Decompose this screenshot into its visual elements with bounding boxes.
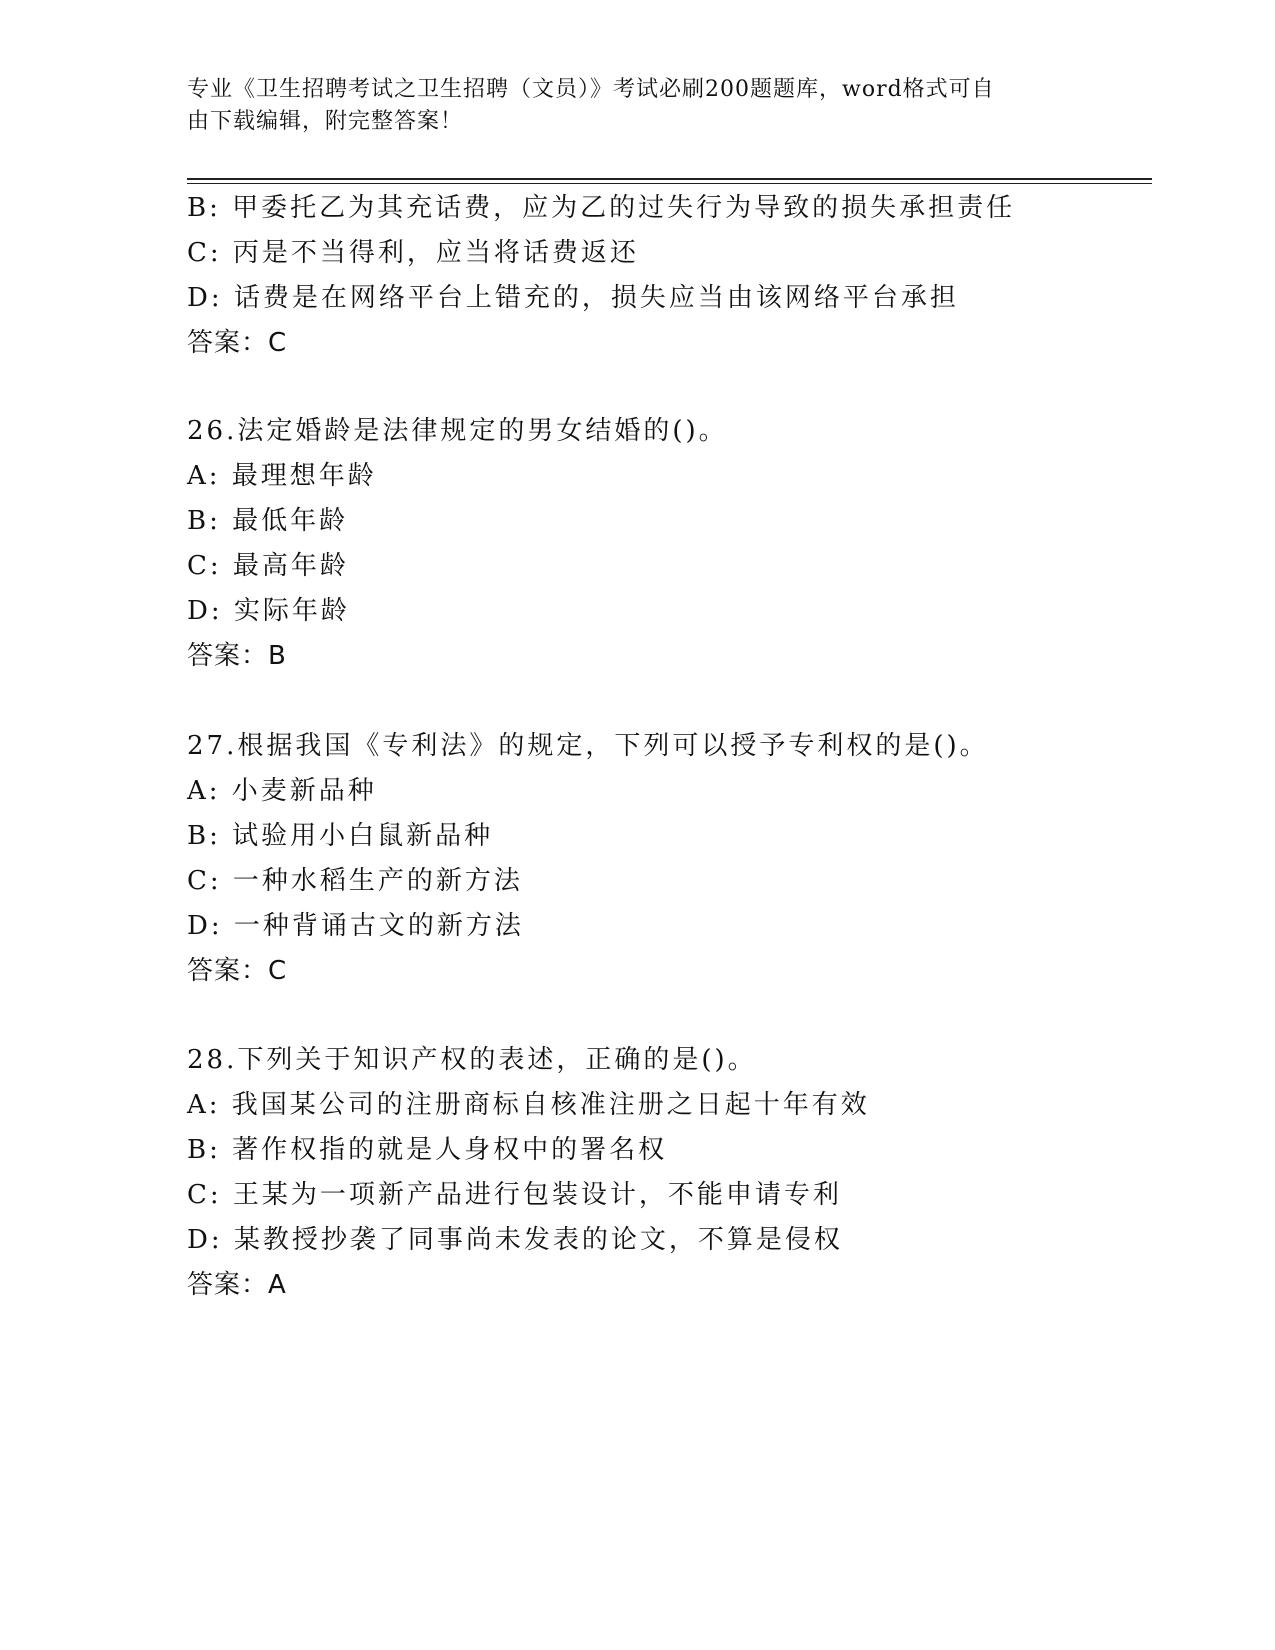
header-divider-thick (187, 178, 1152, 180)
q25-option-d: D: 话费是在网络平台上错充的，损失应当由该网络平台承担 (187, 283, 959, 313)
document-header (187, 74, 1087, 138)
q27-option-c: C: 一种水稻生产的新方法 (187, 866, 523, 896)
q25-answer: 答案：C (187, 328, 288, 358)
q26-question: 26.法定婚龄是法律规定的男女结婚的()。 (187, 416, 728, 446)
header-line-2: 由下载编辑，附完整答案！ (187, 109, 464, 134)
q26-answer: 答案：B (187, 641, 287, 671)
q25-option-c: C: 丙是不当得利，应当将话费返还 (187, 238, 639, 268)
header-line-1: 专业《卫生招聘考试之卫生招聘（文员）》考试必刷200题题库，word格式可自 (187, 77, 995, 102)
q26-option-b: B: 最低年龄 (187, 506, 349, 536)
q27-option-d: D: 一种背诵古文的新方法 (187, 911, 524, 941)
q28-option-b: B: 著作权指的就是人身权中的署名权 (187, 1135, 668, 1165)
q26-option-a: A: 最理想年龄 (187, 461, 377, 491)
q27-question: 27.根据我国《专利法》的规定，下列可以授予专利权的是()。 (187, 731, 989, 761)
q28-question: 28.下列关于知识产权的表述，正确的是()。 (187, 1045, 757, 1075)
q28-answer: 答案：A (187, 1270, 287, 1300)
q28-option-a: A: 我国某公司的注册商标自核准注册之日起十年有效 (187, 1090, 870, 1120)
header-divider-thin (187, 183, 1152, 184)
q27-answer: 答案：C (187, 956, 288, 986)
q27-option-a: A: 小麦新品种 (187, 776, 377, 806)
q26-option-d: D: 实际年龄 (187, 596, 350, 626)
q26-option-c: C: 最高年龄 (187, 551, 349, 581)
q28-option-d: D: 某教授抄袭了同事尚未发表的论文，不算是侵权 (187, 1225, 843, 1255)
q28-option-c: C: 王某为一项新产品进行包装设计，不能申请专利 (187, 1180, 842, 1210)
q27-option-b: B: 试验用小白鼠新品种 (187, 821, 494, 851)
q25-option-b: B: 甲委托乙为其充话费，应为乙的过失行为导致的损失承担责任 (187, 193, 1016, 223)
